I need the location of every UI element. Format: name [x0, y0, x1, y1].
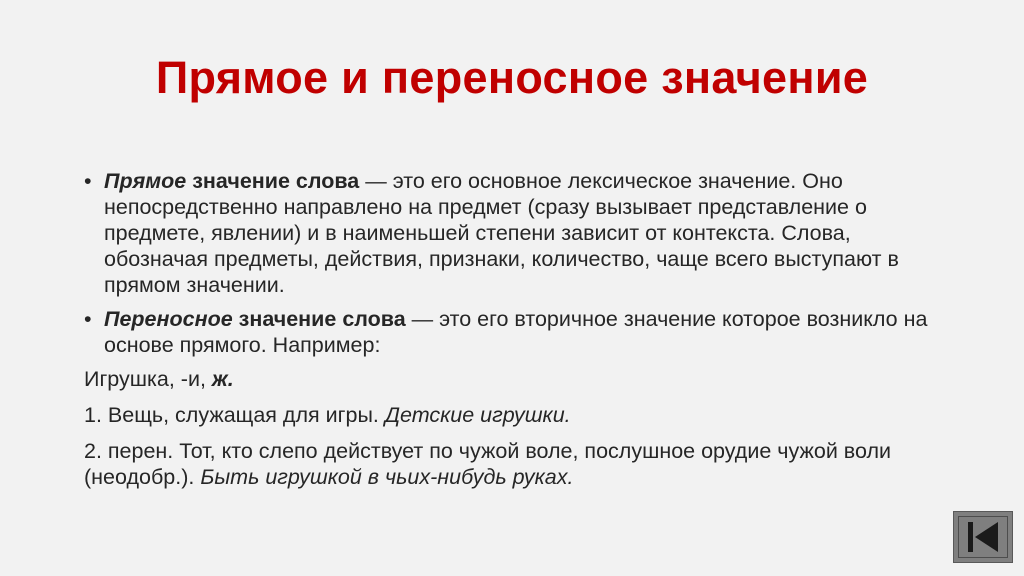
sense-1-example: Детские игрушки. — [384, 403, 571, 427]
sense-2-text: 2. перен. Тот, кто слепо действует по чужой воле, послушное орудие чужой воли (неодобр.). — [84, 439, 892, 489]
bullet-direct-meaning — [84, 168, 944, 298]
sense-1-text: 1. Вещь, служащая для игры. — [84, 403, 385, 427]
bullet-marker: • — [84, 169, 92, 193]
back-to-start-button[interactable] — [953, 511, 1013, 563]
headword-text: Игрушка, -и, — [84, 367, 212, 391]
term-suffix: значение слова — [232, 307, 406, 331]
example-sense-1 — [84, 402, 944, 428]
example-sense-2 — [84, 438, 944, 490]
term-suffix: значение слова — [186, 169, 360, 193]
bullet-text: — это его вторичное значение которое возникло на основе прямого. Например: — [104, 307, 928, 357]
gender-label: ж. — [211, 367, 234, 391]
slide-title: Прямое и переносное значение — [155, 52, 869, 103]
bullet-text: — это его основное лексическое значение. Оно непосредственно направлено на предмет (сразу вызывает представление о предмете, явлении) и в наименьшей степени зависит от контекста. Слова, обозначая предметы, действия, признаки, количество, чаще всего выступают в прямом значении. — [104, 169, 899, 297]
term-figurative: Переносное — [104, 307, 233, 331]
term-direct: Прямое — [104, 169, 187, 193]
bullet-figurative-meaning — [84, 306, 944, 358]
sense-2-example: Быть игрушкой в чьих-нибудь руках. — [200, 465, 574, 489]
example-headword — [84, 366, 944, 392]
skip-back-icon — [958, 516, 1008, 558]
slide-content — [84, 168, 944, 500]
bullet-marker: • — [84, 307, 92, 331]
